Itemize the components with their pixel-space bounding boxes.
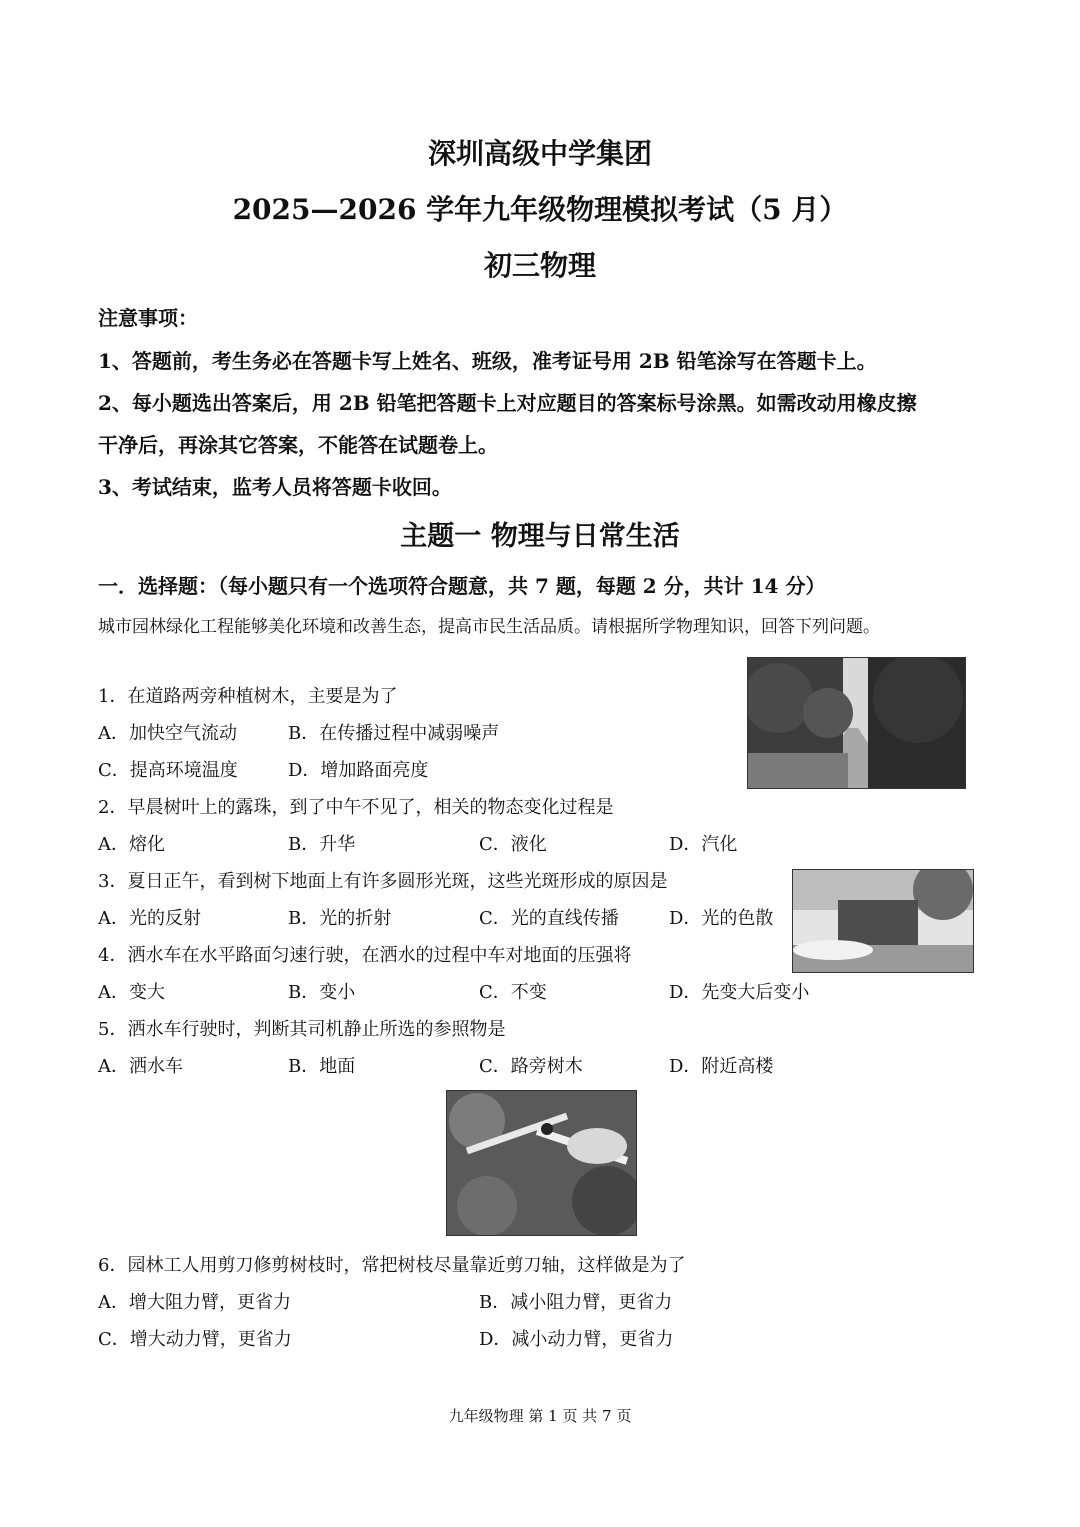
q1-option-c: C．提高环境温度 [98, 760, 238, 781]
subject-title: 初三物理 [483, 249, 596, 282]
question-4: 4．洒水车在水平路面匀速行驶，在洒水的过程中车对地面的压强将 [98, 945, 632, 966]
q2-option-b: B．升华 [288, 834, 356, 855]
q2-option-d: D．汽化 [669, 834, 738, 855]
q2-option-a: A．熔化 [98, 834, 165, 855]
notice-item-2: 2、每小题选出答案后，用 2B 铅笔把答题卡上对应题目的答案标号涂黑。如需改动用橡皮擦 [98, 391, 917, 415]
section-heading: 一．选择题：（每小题只有一个选项符合题意，共 7 题，每题 2 分，共计 14 分） [98, 574, 826, 598]
school-group-title: 深圳高级中学集团 [427, 137, 652, 170]
q5-option-d: D．附近高楼 [669, 1056, 774, 1077]
intro-text: 城市园林绿化工程能够美化环境和改善生态，提高市民生活品质。请根据所学物理知识，回答下列问题。 [98, 617, 880, 637]
q2-option-c: C．液化 [479, 834, 547, 855]
q6-option-a: A．增大阻力臂，更省力 [98, 1292, 291, 1313]
sprinkler-truck-photo [792, 869, 974, 973]
question-3: 3．夏日正午，看到树下地面上有许多圆形光斑，这些光斑形成的原因是 [98, 871, 668, 892]
q1-option-b: B．在传播过程中减弱噪声 [288, 723, 500, 744]
question-5: 5．洒水车行驶时，判断其司机静止所选的参照物是 [98, 1019, 506, 1040]
theme-heading: 主题一 物理与日常生活 [400, 521, 680, 552]
page-footer: 九年级物理 第 1 页 共 7 页 [448, 1407, 632, 1425]
q6-option-b: B．减小阻力臂，更省力 [479, 1292, 673, 1313]
q4-option-d: D．先变大后变小 [669, 982, 810, 1003]
pruning-shears-photo [446, 1090, 637, 1236]
question-1: 1．在道路两旁种植树木，主要是为了 [98, 686, 398, 707]
q1-option-a: A．加快空气流动 [98, 723, 237, 744]
q4-option-a: A．变大 [98, 982, 165, 1003]
notice-item-2-cont: 干净后，再涂其它答案，不能答在试题卷上。 [98, 433, 498, 457]
notice-item-1: 1、答题前，考生务必在答题卡写上姓名、班级，准考证号用 2B 铅笔涂写在答题卡上。 [98, 349, 877, 373]
notice-item-3: 3、考试结束，监考人员将答题卡收回。 [98, 475, 452, 499]
question-2: 2．早晨树叶上的露珠，到了中午不见了，相关的物态变化过程是 [98, 797, 614, 818]
q4-option-c: C．不变 [479, 982, 547, 1003]
exam-title: 2025—2026 学年九年级物理模拟考试（5 月） [232, 193, 848, 226]
q5-option-c: C．路旁树木 [479, 1056, 583, 1077]
q3-option-a: A．光的反射 [98, 908, 201, 929]
q5-option-b: B．地面 [288, 1056, 356, 1077]
q4-option-b: B．变小 [288, 982, 356, 1003]
q6-option-d: D．减小动力臂，更省力 [479, 1329, 674, 1350]
q3-option-c: C．光的直线传播 [479, 908, 619, 929]
q5-option-a: A．洒水车 [98, 1056, 183, 1077]
q1-option-d: D．增加路面亮度 [288, 760, 429, 781]
q3-option-b: B．光的折射 [288, 908, 392, 929]
tree-road-photo [747, 657, 966, 789]
q3-option-d: D．光的色散 [669, 908, 774, 929]
question-6: 6．园林工人用剪刀修剪树枝时，常把树枝尽量靠近剪刀轴，这样做是为了 [98, 1255, 686, 1276]
q6-option-c: C．增大动力臂，更省力 [98, 1329, 292, 1350]
notice-heading: 注意事项： [98, 306, 198, 330]
